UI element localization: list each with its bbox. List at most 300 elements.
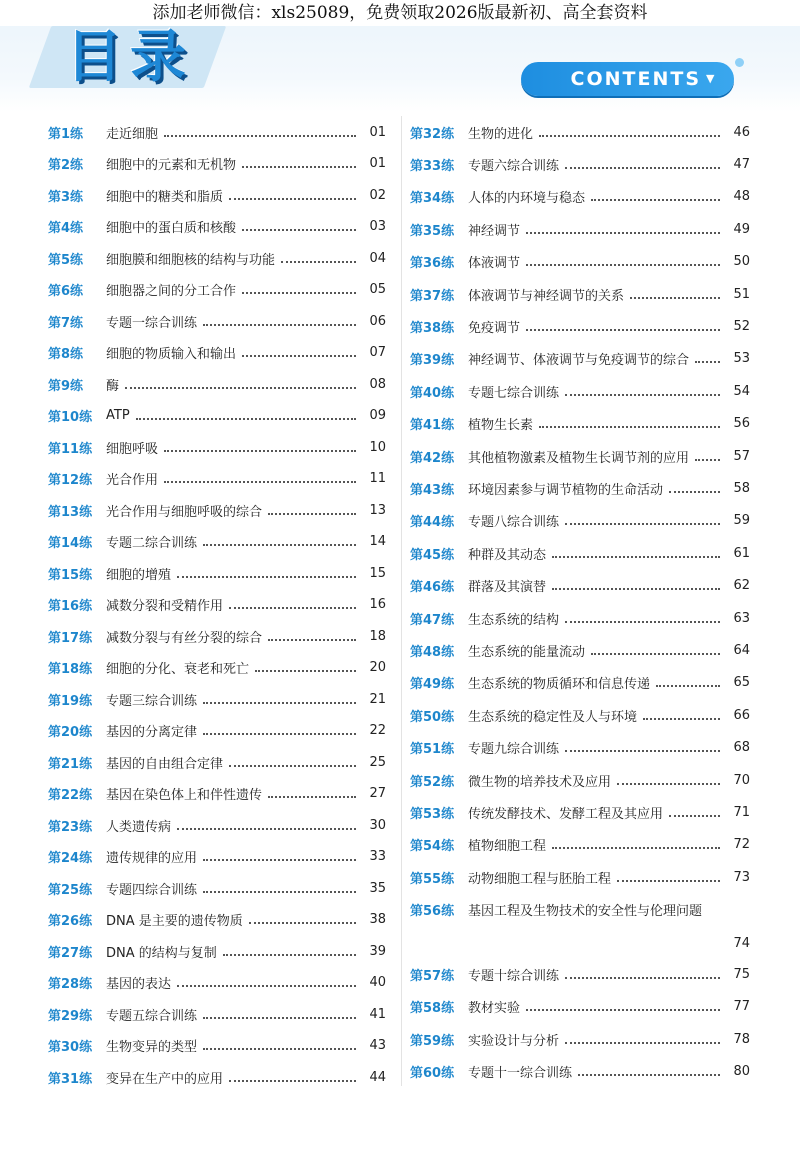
toc-entry-page: 48 bbox=[733, 189, 750, 205]
toc-entry[interactable] bbox=[48, 498, 386, 522]
toc-entry-title: 人体的内环境与稳态 bbox=[468, 191, 586, 207]
toc-entry[interactable] bbox=[48, 813, 386, 837]
toc-entry[interactable] bbox=[410, 898, 750, 958]
toc-entry-number: 第24练 bbox=[48, 851, 93, 866]
toc-entry[interactable] bbox=[410, 282, 750, 306]
toc-entry-page: 47 bbox=[733, 156, 750, 172]
toc-entry[interactable] bbox=[48, 372, 386, 396]
toc-entry-title: 减数分裂和受精作用 bbox=[106, 599, 224, 614]
toc-entry-number: 第43练 bbox=[410, 482, 455, 498]
toc-entry-page: 78 bbox=[733, 1031, 750, 1047]
toc-entry-page: 05 bbox=[369, 282, 386, 297]
contents-badge bbox=[521, 62, 734, 96]
toc-leader-dots bbox=[539, 134, 720, 137]
toc-leader-dots bbox=[164, 480, 356, 483]
toc-entry[interactable] bbox=[410, 865, 750, 889]
toc-entry-number: 第42练 bbox=[410, 450, 455, 466]
toc-entry[interactable] bbox=[48, 183, 386, 207]
page-title: 目录 bbox=[66, 25, 194, 90]
toc-entry[interactable] bbox=[48, 687, 386, 711]
toc-entry[interactable] bbox=[410, 736, 750, 760]
toc-entry-number: 第47练 bbox=[410, 612, 455, 628]
toc-entry-title: 实验设计与分析 bbox=[468, 1033, 560, 1049]
toc-entry-number: 第23练 bbox=[48, 819, 93, 835]
toc-entry-page: 02 bbox=[369, 187, 386, 203]
toc-entry-page: 70 bbox=[733, 772, 750, 788]
toc-entry[interactable] bbox=[410, 412, 750, 436]
toc-entry-line bbox=[410, 932, 750, 956]
toc-entry-number: 第2练 bbox=[48, 158, 84, 173]
toc-entry-title: 细胞的物质输入和输出 bbox=[106, 347, 237, 362]
toc-leader-dots bbox=[526, 1008, 720, 1011]
watermark-banner: 添加老师微信：xls25089，免费领取2026版最新初、高全套资料 bbox=[0, 0, 800, 26]
toc-entry-page: 63 bbox=[733, 610, 750, 626]
toc-entry-number: 第49练 bbox=[410, 677, 455, 693]
toc-entry[interactable] bbox=[410, 250, 750, 274]
toc-leader-dots bbox=[203, 890, 356, 893]
toc-entry-number: 第6练 bbox=[48, 284, 84, 299]
toc-entry-page: 52 bbox=[733, 318, 750, 334]
toc-entry-title: 走近细胞 bbox=[106, 126, 159, 142]
toc-entry[interactable] bbox=[48, 404, 386, 428]
toc-leader-dots bbox=[203, 1016, 356, 1019]
toc-entry-title: 种群及其动态 bbox=[468, 547, 547, 563]
toc-entry-page: 18 bbox=[369, 628, 386, 644]
toc-leader-dots bbox=[630, 296, 720, 299]
toc-entry-page: 16 bbox=[369, 597, 386, 612]
toc-entry[interactable] bbox=[410, 671, 750, 695]
toc-entry-number: 第32练 bbox=[410, 126, 455, 142]
toc-leader-dots bbox=[242, 291, 356, 294]
toc-entry[interactable] bbox=[410, 314, 750, 338]
toc-leader-dots bbox=[136, 417, 356, 420]
toc-leader-dots bbox=[552, 587, 720, 590]
toc-leader-dots bbox=[656, 684, 720, 687]
toc-entry-page: 09 bbox=[369, 408, 386, 423]
toc-leader-dots bbox=[268, 512, 356, 515]
toc-entry-title: 基因的自由组合定律 bbox=[106, 756, 224, 772]
toc-entry-number: 第48练 bbox=[410, 644, 455, 660]
toc-entry[interactable] bbox=[48, 561, 386, 585]
toc-entry-title: 细胞的增殖 bbox=[106, 567, 172, 583]
toc-entry[interactable] bbox=[410, 541, 750, 565]
toc-leader-dots bbox=[552, 846, 720, 849]
column-divider bbox=[401, 116, 402, 1086]
toc-entry[interactable] bbox=[48, 278, 386, 302]
toc-entry-title: 专题七综合训练 bbox=[468, 385, 560, 401]
toc-entry-page: 80 bbox=[733, 1064, 750, 1080]
toc-entry[interactable] bbox=[48, 120, 386, 144]
toc-leader-dots bbox=[255, 669, 356, 672]
toc-entry-title: 生态系统的稳定性及人与环境 bbox=[468, 709, 638, 725]
toc-leader-dots bbox=[591, 198, 720, 201]
toc-entry[interactable] bbox=[48, 782, 386, 806]
toc-entry-title: 传统发酵技术、发酵工程及其应用 bbox=[468, 806, 664, 822]
toc-leader-dots bbox=[565, 166, 720, 169]
toc-entry-number: 第55练 bbox=[410, 871, 455, 887]
toc-entry-number: 第30练 bbox=[48, 1040, 93, 1055]
toc-entry-number: 第18练 bbox=[48, 662, 93, 677]
toc-leader-dots bbox=[177, 984, 356, 987]
toc-entry[interactable] bbox=[48, 908, 386, 932]
toc-entry-number: 第38练 bbox=[410, 320, 455, 336]
toc-entry[interactable] bbox=[410, 1027, 750, 1051]
toc-entry-number: 第35练 bbox=[410, 223, 455, 239]
toc-entry-number: 第1练 bbox=[48, 126, 84, 142]
toc-entry-number: 第28练 bbox=[48, 977, 93, 992]
toc-entry-title: DNA 的结构与复制 bbox=[106, 945, 217, 961]
toc-entry-page: 15 bbox=[369, 565, 386, 581]
toc-entry-page: 43 bbox=[369, 1038, 386, 1053]
toc-entry[interactable] bbox=[410, 703, 750, 727]
toc-leader-dots bbox=[526, 263, 720, 266]
toc-entry-title: 细胞中的蛋白质和核酸 bbox=[106, 221, 237, 236]
toc-leader-dots bbox=[249, 921, 356, 924]
toc-entry[interactable] bbox=[48, 845, 386, 869]
toc-leader-dots bbox=[203, 1047, 356, 1050]
toc-entry-number: 第7练 bbox=[48, 315, 84, 331]
toc-entry-page: 40 bbox=[369, 975, 386, 990]
toc-entry-number: 第44练 bbox=[410, 515, 455, 531]
toc-leader-dots bbox=[242, 228, 356, 231]
toc-entry[interactable] bbox=[410, 444, 750, 468]
toc-entry[interactable] bbox=[410, 217, 750, 241]
toc-entry-title: 植物生长素 bbox=[468, 418, 534, 434]
toc-entry[interactable] bbox=[410, 120, 750, 144]
toc-leader-dots bbox=[229, 606, 356, 609]
toc-leader-dots bbox=[578, 1073, 720, 1076]
toc-entry[interactable] bbox=[48, 939, 386, 963]
toc-entry-number: 第37练 bbox=[410, 288, 455, 304]
toc-entry-title: 神经调节、体液调节与免疫调节的综合 bbox=[468, 353, 690, 369]
toc-entry[interactable] bbox=[410, 995, 750, 1019]
toc-entry[interactable] bbox=[410, 800, 750, 824]
toc-entry-line bbox=[410, 898, 750, 922]
toc-entry-number: 第52练 bbox=[410, 774, 455, 790]
decorative-dot bbox=[735, 58, 744, 67]
toc-entry[interactable] bbox=[410, 379, 750, 403]
toc-entry-page: 03 bbox=[369, 219, 386, 234]
toc-entry-page: 04 bbox=[369, 250, 386, 266]
toc-entry-page: 38 bbox=[369, 912, 386, 927]
toc-entry-title: 生物的进化 bbox=[468, 126, 534, 142]
toc-entry-page: 49 bbox=[733, 221, 750, 237]
toc-entry-page: 64 bbox=[733, 642, 750, 658]
toc-leader-dots bbox=[229, 764, 356, 767]
toc-entry-title: 细胞中的元素和无机物 bbox=[106, 158, 237, 173]
toc-leader-dots bbox=[643, 717, 720, 720]
toc-entry-page: 68 bbox=[733, 740, 750, 756]
toc-leader-dots bbox=[268, 638, 356, 641]
toc-entry-number: 第33练 bbox=[410, 158, 455, 174]
toc-entry-title: 神经调节 bbox=[468, 223, 521, 239]
toc-entry-title: 专题三综合训练 bbox=[106, 693, 198, 709]
toc-entry-page: 66 bbox=[733, 707, 750, 723]
toc-entry[interactable] bbox=[48, 971, 386, 995]
toc-entry-page: 25 bbox=[369, 754, 386, 770]
toc-entry[interactable] bbox=[410, 509, 750, 533]
toc-leader-dots bbox=[268, 795, 356, 798]
toc-entry-number: 第31练 bbox=[48, 1071, 93, 1087]
toc-leader-dots bbox=[695, 458, 720, 461]
toc-leader-dots bbox=[177, 827, 356, 830]
toc-entry-number: 第16练 bbox=[48, 599, 93, 614]
toc-entry-title: 人类遗传病 bbox=[106, 819, 172, 835]
toc-entry[interactable] bbox=[410, 962, 750, 986]
toc-entry-number: 第10练 bbox=[48, 410, 93, 425]
toc-entry[interactable] bbox=[48, 1065, 386, 1089]
toc-entry-number: 第53练 bbox=[410, 806, 455, 822]
toc-entry[interactable] bbox=[410, 1060, 750, 1084]
toc-entry-page: 71 bbox=[733, 804, 750, 820]
toc-entry-number: 第34练 bbox=[410, 191, 455, 207]
toc-entry-number: 第29练 bbox=[48, 1008, 93, 1024]
toc-entry-title: 专题十一综合训练 bbox=[468, 1066, 573, 1082]
toc-leader-dots bbox=[669, 814, 720, 817]
toc-entry-number: 第26练 bbox=[48, 914, 93, 929]
toc-entry-page: 11 bbox=[369, 471, 386, 486]
toc-entry-number: 第20练 bbox=[48, 725, 93, 740]
toc-entry-title: 群落及其演替 bbox=[468, 580, 547, 596]
toc-entry-number: 第21练 bbox=[48, 756, 93, 772]
toc-entry-title: 光合作用与细胞呼吸的综合 bbox=[106, 504, 263, 520]
toc-entry[interactable] bbox=[410, 185, 750, 209]
toc-entry-number: 第19练 bbox=[48, 693, 93, 709]
toc-entry-page: 22 bbox=[369, 723, 386, 738]
toc-leader-dots bbox=[281, 260, 356, 263]
toc-entry[interactable] bbox=[48, 309, 386, 333]
toc-leader-dots bbox=[203, 323, 356, 326]
toc-leader-dots bbox=[591, 652, 720, 655]
toc-entry-number: 第45练 bbox=[410, 547, 455, 563]
toc-leader-dots bbox=[565, 1041, 720, 1044]
toc-entry-title: 专题八综合训练 bbox=[468, 515, 560, 531]
toc-entry-title: 免疫调节 bbox=[468, 320, 521, 336]
toc-entry-title: 细胞呼吸 bbox=[106, 441, 159, 457]
toc-entry-title: 遗传规律的应用 bbox=[106, 851, 198, 866]
toc-entry-title: 生态系统的结构 bbox=[468, 612, 560, 628]
toc-entry-title: 光合作用 bbox=[106, 473, 159, 488]
toc-leader-dots bbox=[565, 620, 720, 623]
toc-entry-number: 第58练 bbox=[410, 1001, 455, 1017]
toc-leader-dots bbox=[203, 543, 356, 546]
toc-entry[interactable] bbox=[48, 1034, 386, 1058]
toc-entry[interactable] bbox=[410, 476, 750, 500]
toc-leader-dots bbox=[223, 953, 356, 956]
toc-leader-dots bbox=[177, 575, 356, 578]
toc-entry-title: 专题四综合训练 bbox=[106, 882, 198, 898]
toc-leader-dots bbox=[526, 231, 720, 234]
toc-entry-number: 第59练 bbox=[410, 1033, 455, 1049]
toc-entry-number: 第9练 bbox=[48, 378, 84, 394]
toc-entry-number: 第46练 bbox=[410, 580, 455, 596]
toc-entry-number: 第8练 bbox=[48, 347, 84, 362]
toc-entry-page: 77 bbox=[733, 999, 750, 1015]
toc-leader-dots bbox=[526, 328, 720, 331]
toc-leader-dots bbox=[617, 879, 720, 882]
toc-entry-title: 基因的表达 bbox=[106, 977, 172, 992]
toc-entry-title: ATP bbox=[106, 408, 130, 423]
toc-entry-number: 第5练 bbox=[48, 252, 84, 268]
toc-entry[interactable] bbox=[48, 656, 386, 680]
toc-entry-title: 动物细胞工程与胚胎工程 bbox=[468, 871, 612, 887]
toc-leader-dots bbox=[565, 393, 720, 396]
toc-entry-page: 30 bbox=[369, 817, 386, 833]
toc-entry[interactable] bbox=[48, 435, 386, 459]
toc-entry[interactable] bbox=[48, 341, 386, 365]
toc-leader-dots bbox=[242, 354, 356, 357]
toc-entry-page: 61 bbox=[733, 545, 750, 561]
toc-leader-dots bbox=[203, 701, 356, 704]
toc-entry-number: 第25练 bbox=[48, 882, 93, 898]
toc-entry-page: 65 bbox=[733, 675, 750, 691]
toc-entry-number: 第27练 bbox=[48, 945, 93, 961]
toc-entry-page: 73 bbox=[733, 869, 750, 885]
toc-entry-title: 细胞器之间的分工合作 bbox=[106, 284, 237, 299]
toc-entry-page: 21 bbox=[369, 691, 386, 707]
toc-entry[interactable] bbox=[48, 215, 386, 239]
toc-entry-number: 第57练 bbox=[410, 968, 455, 984]
toc-entry-title: 专题九综合训练 bbox=[468, 742, 560, 758]
toc-entry-title: 生物变异的类型 bbox=[106, 1040, 198, 1055]
toc-entry-page: 54 bbox=[733, 383, 750, 399]
toc-entry-title: 基因在染色体上和伴性遗传 bbox=[106, 788, 263, 803]
toc-entry[interactable] bbox=[48, 876, 386, 900]
toc-entry[interactable] bbox=[410, 833, 750, 857]
toc-entry-title: 变异在生产中的应用 bbox=[106, 1071, 224, 1087]
toc-entry-page: 01 bbox=[369, 124, 386, 140]
toc-leader-dots bbox=[164, 449, 356, 452]
toc-entry-page: 75 bbox=[733, 966, 750, 982]
toc-entry-number: 第13练 bbox=[48, 504, 93, 520]
contents-label: CONTENTS bbox=[570, 68, 701, 90]
toc-entry-number: 第4练 bbox=[48, 221, 84, 236]
toc-entry-number: 第36练 bbox=[410, 256, 455, 272]
toc-entry[interactable] bbox=[48, 467, 386, 491]
toc-entry-page: 41 bbox=[369, 1006, 386, 1022]
toc-leader-dots bbox=[617, 782, 720, 785]
toc-entry-page: 57 bbox=[733, 448, 750, 464]
toc-entry-page: 39 bbox=[369, 943, 386, 959]
toc-entry-page: 07 bbox=[369, 345, 386, 360]
toc-entry[interactable] bbox=[410, 347, 750, 371]
toc-entry[interactable] bbox=[410, 152, 750, 176]
chevron-down-icon: ▼ bbox=[706, 72, 715, 85]
toc-entry[interactable] bbox=[410, 768, 750, 792]
toc-entry-page: 74 bbox=[733, 936, 750, 952]
toc-entry-number: 第54练 bbox=[410, 839, 455, 855]
toc-entry-page: 08 bbox=[369, 376, 386, 392]
toc-leader-dots bbox=[229, 1079, 356, 1082]
toc-entry-title: 生态系统的能量流动 bbox=[468, 644, 586, 660]
toc-leader-dots bbox=[565, 522, 720, 525]
toc-entry-title: 基因工程及生物技术的安全性与伦理问题 bbox=[468, 904, 703, 920]
toc-entry-number: 第50练 bbox=[410, 709, 455, 725]
toc-entry-number: 第41练 bbox=[410, 418, 455, 434]
toc-entry-number: 第11练 bbox=[48, 441, 93, 457]
toc-entry-title: 细胞中的糖类和脂质 bbox=[106, 189, 224, 205]
toc-entry-title: 专题二综合训练 bbox=[106, 536, 198, 551]
toc-entry[interactable] bbox=[48, 624, 386, 648]
toc-entry[interactable] bbox=[48, 152, 386, 176]
toc-leader-dots bbox=[552, 555, 720, 558]
toc-entry-number: 第40练 bbox=[410, 385, 455, 401]
toc-entry-page: 35 bbox=[369, 880, 386, 896]
toc-entry-title: 酶 bbox=[106, 378, 120, 394]
toc-entry-page: 27 bbox=[369, 786, 386, 801]
toc-entry-page: 58 bbox=[733, 480, 750, 496]
toc-entry-page: 06 bbox=[369, 313, 386, 329]
toc-entry-number: 第39练 bbox=[410, 353, 455, 369]
toc-entry[interactable] bbox=[48, 593, 386, 617]
toc-entry-page: 50 bbox=[733, 254, 750, 270]
toc-entry[interactable] bbox=[410, 574, 750, 598]
toc-entry-title: 环境因素参与调节植物的生命活动 bbox=[468, 482, 664, 498]
toc-leader-dots bbox=[242, 165, 356, 168]
toc-entry-title: 体液调节 bbox=[468, 256, 521, 272]
toc-entry-page: 10 bbox=[369, 439, 386, 455]
toc-entry-page: 20 bbox=[369, 660, 386, 675]
toc-leader-dots bbox=[565, 749, 720, 752]
toc-entry-number: 第60练 bbox=[410, 1066, 455, 1082]
toc-entry-title: 专题六综合训练 bbox=[468, 158, 560, 174]
toc-entry[interactable] bbox=[48, 1002, 386, 1026]
toc-entry-number: 第12练 bbox=[48, 473, 93, 488]
toc-entry-page: 62 bbox=[733, 578, 750, 594]
toc-entry[interactable] bbox=[48, 719, 386, 743]
toc-entry-number: 第56练 bbox=[410, 904, 455, 920]
toc-entry-title: 微生物的培养技术及应用 bbox=[468, 774, 612, 790]
toc-leader-dots bbox=[203, 732, 356, 735]
toc-entry[interactable] bbox=[48, 530, 386, 554]
toc-entry-page: 46 bbox=[733, 124, 750, 140]
toc-entry[interactable] bbox=[48, 750, 386, 774]
toc-entry-title: 体液调节与神经调节的关系 bbox=[468, 288, 625, 304]
toc-leader-dots bbox=[164, 134, 356, 137]
toc-entry[interactable] bbox=[410, 606, 750, 630]
toc-entry-title: 植物细胞工程 bbox=[468, 839, 547, 855]
toc-leader-dots bbox=[565, 976, 720, 979]
toc-entry-title: 细胞的分化、衰老和死亡 bbox=[106, 662, 250, 677]
toc-entry-title: 生态系统的物质循环和信息传递 bbox=[468, 677, 651, 693]
toc-entry-page: 01 bbox=[369, 156, 386, 171]
toc-leader-dots bbox=[203, 858, 356, 861]
toc-entry-number: 第17练 bbox=[48, 630, 93, 646]
toc-entry-page: 44 bbox=[369, 1069, 386, 1085]
toc-entry-number: 第51练 bbox=[410, 742, 455, 758]
toc-leader-dots bbox=[229, 197, 356, 200]
toc-entry-page: 51 bbox=[733, 286, 750, 302]
toc-entry-page: 33 bbox=[369, 849, 386, 864]
toc-entry[interactable] bbox=[410, 638, 750, 662]
toc-entry-title: 专题五综合训练 bbox=[106, 1008, 198, 1024]
toc-entry-title: 细胞膜和细胞核的结构与功能 bbox=[106, 252, 276, 268]
toc-entry[interactable] bbox=[48, 246, 386, 270]
toc-entry-title: DNA 是主要的遗传物质 bbox=[106, 914, 243, 929]
toc-entry-title: 专题一综合训练 bbox=[106, 315, 198, 331]
toc-entry-page: 72 bbox=[733, 837, 750, 853]
toc-entry-page: 53 bbox=[733, 351, 750, 367]
toc-entry-page: 59 bbox=[733, 513, 750, 529]
toc-entry-number: 第15练 bbox=[48, 567, 93, 583]
toc-entry-title: 其他植物激素及植物生长调节剂的应用 bbox=[468, 450, 690, 466]
toc-entry-page: 56 bbox=[733, 416, 750, 432]
toc-entry-number: 第22练 bbox=[48, 788, 93, 803]
toc-leader-dots bbox=[539, 425, 720, 428]
toc-leader-dots bbox=[125, 386, 356, 389]
toc-entry-title: 基因的分离定律 bbox=[106, 725, 198, 740]
toc-entry-number: 第14练 bbox=[48, 536, 93, 551]
